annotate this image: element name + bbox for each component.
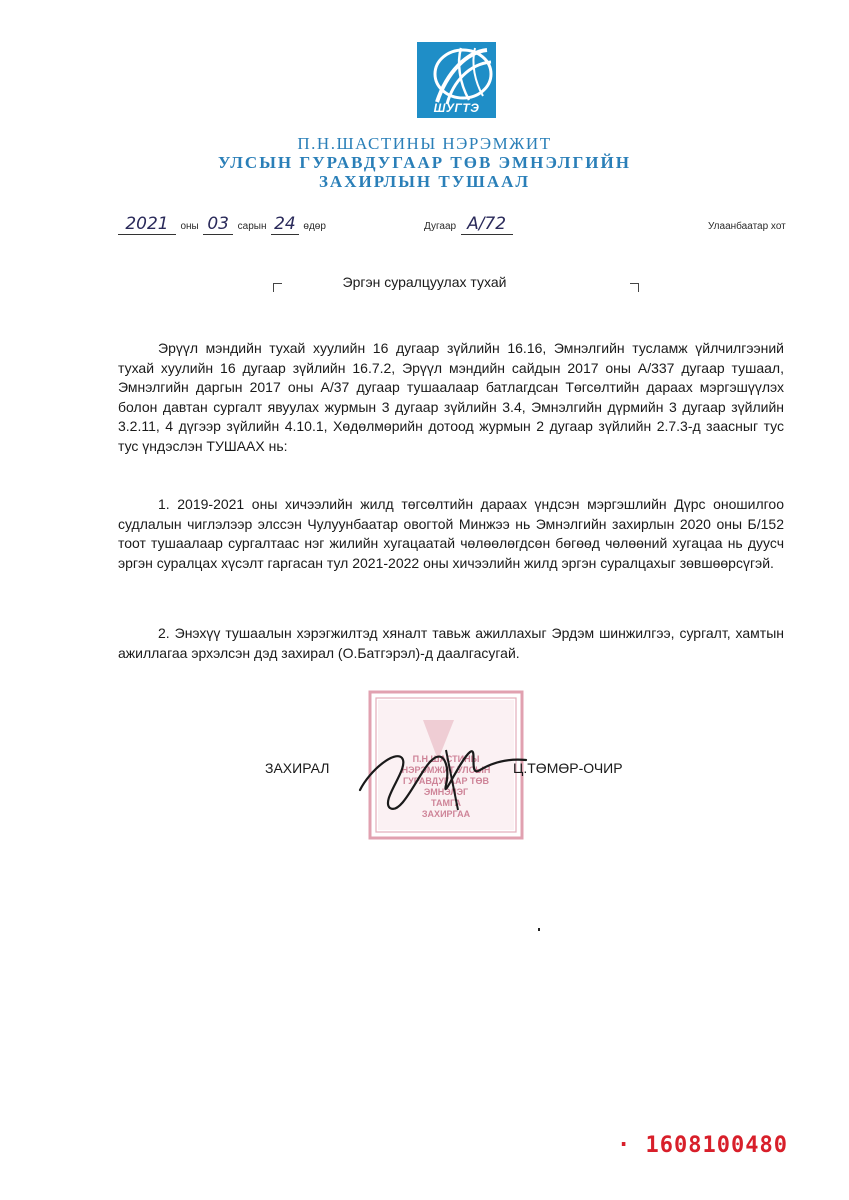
signatory-name: Ц.ТӨМӨР-ОЧИР — [513, 760, 623, 776]
day-label: өдөр — [303, 221, 326, 232]
handwritten-signature — [350, 730, 530, 820]
date-day: 24 — [271, 214, 299, 235]
serial-number-value: 1608100480 — [645, 1133, 788, 1158]
serial-number: · 1608100480 — [617, 1133, 788, 1158]
item-1-text: 1. 2019-2021 оны хичээлийн жилд төгсөлтийн дараах үндсэн мэргэшлийн Дүрс оношилгоо судлалын чиглэлээр элссэн Чулуунбаатар овогтой Минжээ нь Эмнэлгийн захирлын 2020 оны Б/152 тоот тушаалаар сургалтаас нэг жилийн хугацаатай чөлөөлөгдсөн бөгөөд чөлөөний хугацаа нь дуусч эргэн суралцах хүсэлт гаргасан тул 2021-2022 оны хичээлийн жилд эргэн суралцахыг зөвшөөрсүгэй. — [118, 496, 784, 571]
month-label: сарын — [237, 221, 267, 232]
number-label: Дугаар — [424, 221, 457, 232]
header-line-3: ЗАХИРЛЫН ТУШААЛ — [318, 172, 531, 191]
order-item-1 — [118, 495, 784, 573]
order-item-2 — [118, 624, 784, 663]
stamp-line-5: ТАМГА — [431, 798, 461, 808]
order-number: А/72 — [461, 214, 513, 235]
logo-text: ШУГТЭ — [433, 101, 480, 115]
stamp-line-1: П.Н.ШАСТИНЫ — [412, 754, 480, 764]
date-field — [118, 214, 326, 235]
hospital-logo — [417, 42, 496, 118]
preamble-text: Эрүүл мэндийн тухай хуулийн 16 дугаар зүйлийн 16.16, Эмнэлгийн тусламж үйлчилгээний тухай хуулийн 16 дугаар зүйлийн 16.7.2, Эрүүл мэндийн сайдын 2017 оны А/337 дугаар тушаал, Эмнэлгийн даргын 2017 оны А/37 дугаар тушаалаар батлагдсан Төгсөлтийн дараах мэргэшүүлэх болон давтан сургалт явуулах журмын 3 дугаар зүйлийн 3.4, Эмнэлгийн дүрмийн 3 дугаар зүйлийн 3.2.11, 4 дүгээр зүйлийн 4.10.1, Хөдөлмөрийн дотоод журмын 2 дугаар зүйлийн 2.7.3-д заасныг тус тус үндэслэн ТУШААХ нь: — [118, 340, 784, 454]
signature-title: ЗАХИРАЛ — [265, 760, 330, 776]
stray-mark — [538, 928, 540, 931]
stamp-line-6: ЗАХИРГАА — [421, 809, 471, 819]
item-2-text: 2. Энэхүү тушаалын хэрэгжилтэд хяналт тавьж ажиллахыг Эрдэм шинжилгээ, сургалт, хамтын ажиллагаа эрхэлсэн дэд захирал (О.Батгэрэл)-д даалгасугай. — [118, 625, 784, 661]
year-label: оны — [180, 221, 199, 232]
date-year: 2021 — [118, 214, 176, 235]
city-label: Улаанбаатар хот — [708, 221, 786, 232]
header-line-1: П.Н.ШАСТИНЫ НЭРЭМЖИТ — [297, 134, 552, 153]
stamp-line-3: ГУРАВДУГААР ТӨВ — [403, 776, 489, 786]
preamble-paragraph — [118, 339, 784, 456]
order-subject: Эргэн суралцуулах тухай — [342, 274, 507, 290]
stamp-line-4: ЭМНЭЛЭГ — [423, 787, 469, 797]
order-number-field — [424, 214, 513, 235]
stamp-line-2: НЭРЭМЖИТ УЛСЫН — [401, 765, 491, 775]
date-month: 03 — [203, 214, 233, 235]
header-line-2: УЛСЫН ГУРАВДУГААР ТӨВ ЭМНЭЛГИЙН — [218, 153, 631, 172]
